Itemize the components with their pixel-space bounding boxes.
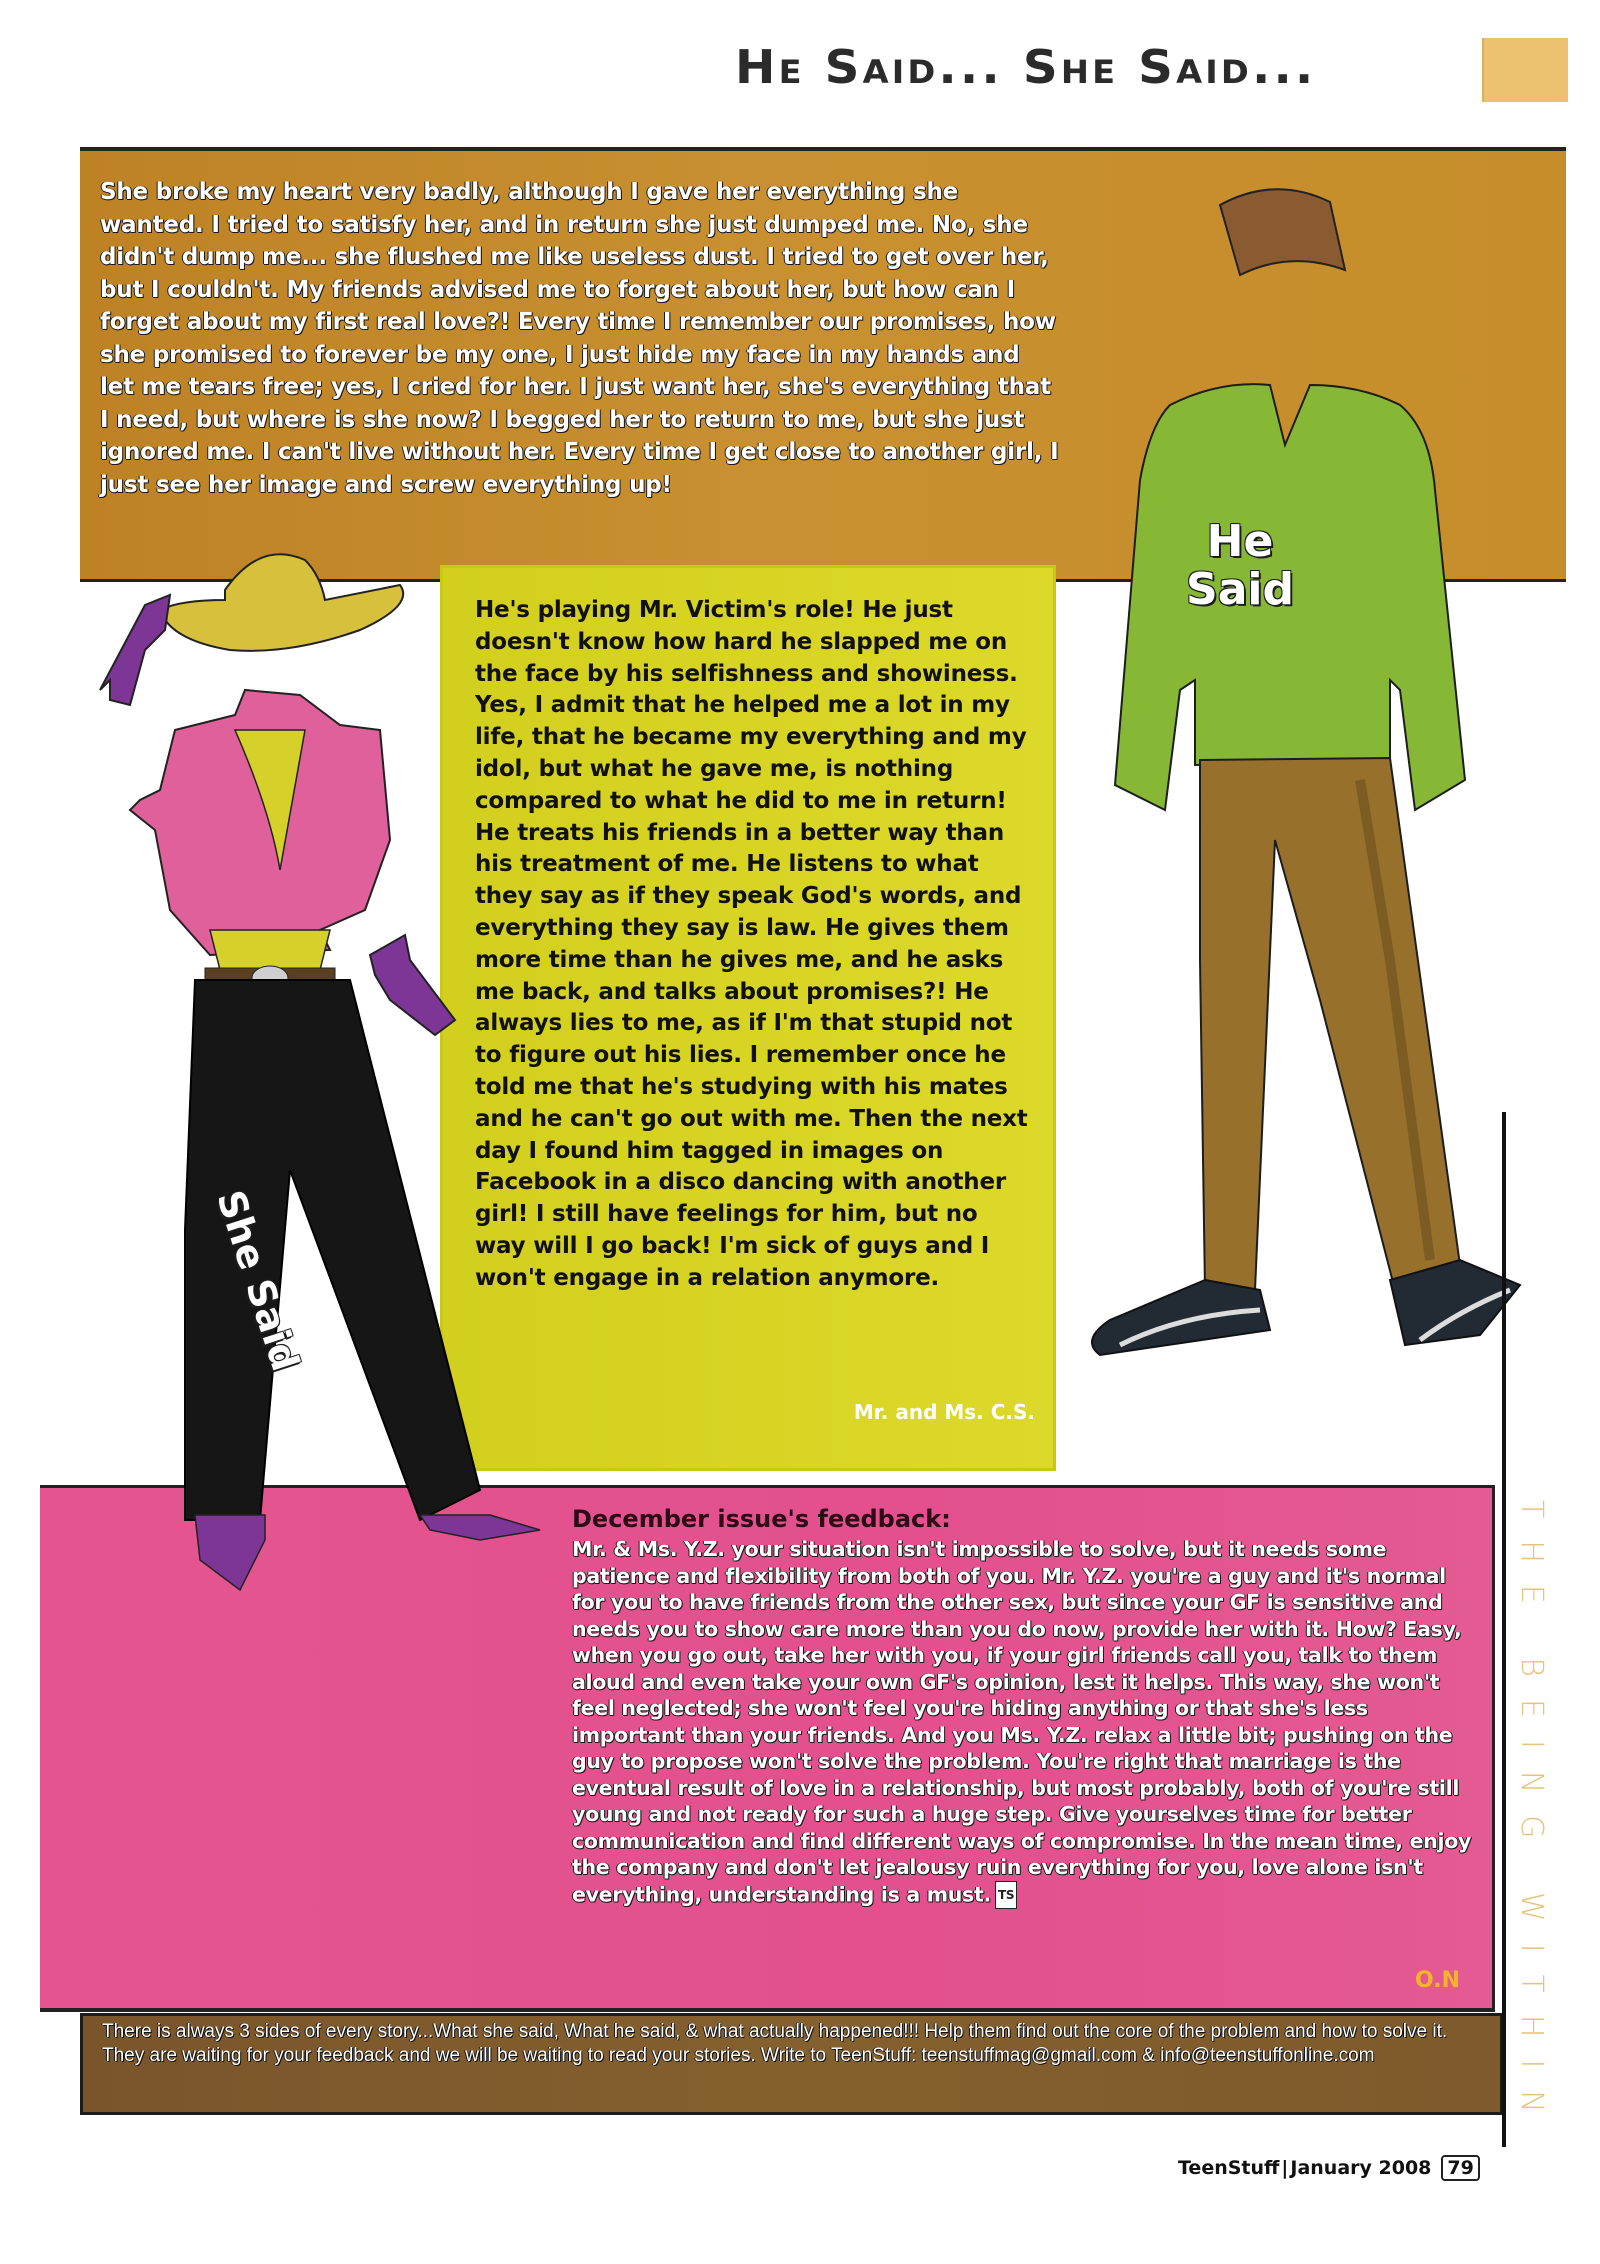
feedback-author: O.N (1415, 1968, 1460, 1993)
footer-separator: | (1281, 2157, 1289, 2179)
teenstuff-end-mark-icon: TS (995, 1881, 1017, 1910)
cowboy-hat-icon (160, 554, 403, 651)
feedback-body: Mr. & Ms. Y.Z. your situation isn't impossible to solve, but it needs some patience and flexibility from both of you. Mr. Y.Z. you're a guy and it's normal for you to have friends from the other sex, but since your GF is sensitive and needs you to show care more than you do now, provide her with it. How? Easy, when you go out, take her with you, if your girl friends call you, talk to them aloud and even take your own GF's opinion, lest it helps. This way, she won't feel neglected; she won't feel you're hiding anything or that she's less important than your friends. And you Ms. Y.Z. relax a little bit; pushing on the guy to propose won't solve the problem. You're right that marriage is the eventual result of love in a relationship, but most probably, both of you're still young and not ready for such a huge step. Give yourselves time for better communication and find different ways of compromise. In the mean time, enjoy the company and don't let jealousy ruin everything for you, love alone isn't everything, understanding is a must. (572, 1537, 1472, 1906)
she-said-label: She Said (208, 1185, 308, 1377)
page-title: He Said... She Said... (735, 40, 1317, 94)
glove-icon (100, 595, 170, 705)
he-said-label: He Said (1186, 516, 1294, 615)
glove-icon (370, 935, 455, 1035)
page-footer (1178, 2155, 1480, 2181)
issue-date: January 2008 (1290, 2157, 1432, 2179)
submission-note-text: There is always 3 sides of every story...What she said, What he said, & what actually happened!!! Help them find out the core of the problem and how to solve it. They are waiting for your feedback and we will be waiting to read your stories. Write to TeenStuff: teenstuffmag@gmail.com & info@teenstuffonline.com (102, 2021, 1448, 2066)
section-tab (1482, 38, 1568, 102)
section-vertical-label (1514, 1500, 1554, 2150)
signature: Mr. and Ms. C.S. (853, 1400, 1035, 1424)
magazine-name: TeenStuff (1178, 2157, 1280, 2179)
page-number: 79 (1441, 2155, 1479, 2181)
she-figure-illustration (60, 530, 480, 1710)
he-said-text: She broke my heart very badly, although I gave her everything she wanted. I tried to satisfy her, and in return she just dumped me. No, she didn't dump me... she flushed me like useless dust. I tried to get over her, but I couldn't. My friends advised me to forget about her, but how can I forget about my first real love?! Every time I remember our promises, how she promised to forever be my one, I just hide my face in my hands and let me tears free; yes, I cried for her. I just want her, she's everything that I need, but where is she now? I begged her to return to me, but she just ignored me. I can't live without her. Every time I get close to another girl, I just see her image and screw everything up! (100, 179, 1059, 498)
feedback-heading: December issue's feedback: (572, 1505, 951, 1533)
he-figure-illustration (1060, 160, 1520, 1420)
cap-icon (1220, 189, 1345, 275)
section-vertical-text: THE BEING WITHIN (1514, 1500, 1549, 2135)
side-divider (1502, 1112, 1506, 2147)
shoe-icon (1092, 1280, 1270, 1355)
she-said-text: He's playing Mr. Victim's role! He just doesn't know how hard he slapped me on the face by his selfishness and showiness. Yes, I admit that he helped me a lot in my life, that he became my everything and my idol, but what he gave me, is nothing compared to what he did to me in return! He treats his friends in a better way than his treatment of me. He listens to what they say as if they speak God's words, and everything they say is law. He gives them more time than he gives me, and he asks me back, and talks about promises?! He always lies to me, as if I'm that stupid not to figure out his lies. I remember once he told me that he's studying with his mates and he can't go out with me. Then the next day I found him tagged in images on Facebook in a disco dancing with another girl! I still have feelings for him, but no way will I go back! I'm sick of guys and I won't engage in a relation anymore. (475, 597, 1028, 1291)
shoe-icon (195, 1515, 265, 1590)
feedback-text (572, 1536, 1472, 1909)
